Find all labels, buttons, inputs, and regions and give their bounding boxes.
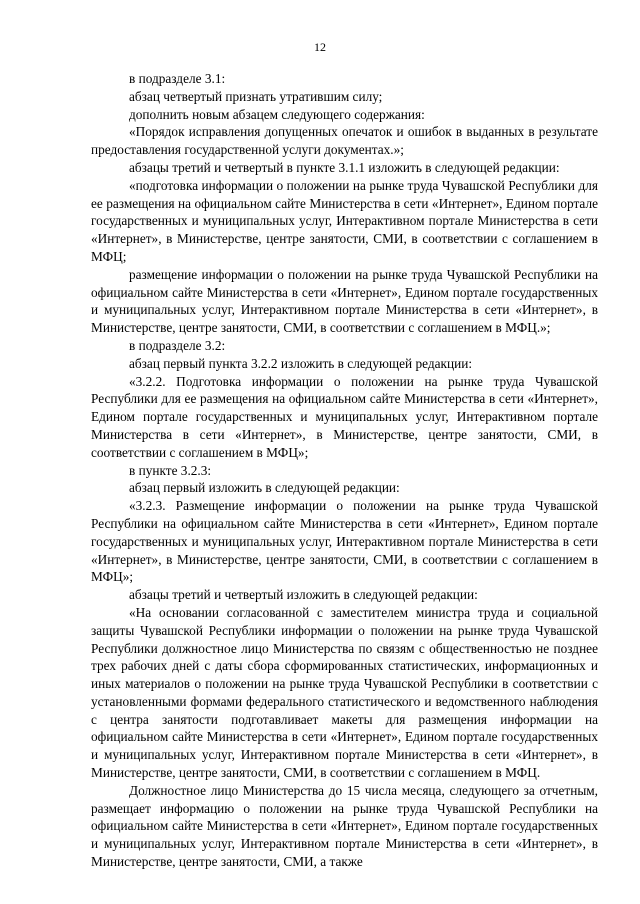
paragraph: «3.2.2. Подготовка информации о положении на рынке труда Чувашской Республики для ее размещения на официальном сайте Министерства в сети «Интернет», Едином портале государственных и муниципальных услуг, Интерактивном портале Министерства в сети «Интернет», в Министерстве, центре занятости, СМИ, в соответствии с соглашением в МФЦ»;	[91, 373, 598, 460]
paragraph: в пункте 3.2.3:	[129, 462, 212, 478]
paragraph: абзац четвертый признать утратившим силу;	[129, 88, 383, 104]
page-number: 12	[314, 40, 326, 54]
paragraph: «Порядок исправления допущенных опечаток и ошибок в выданных в результате предоставления государственной услуги документах.»;	[91, 124, 598, 158]
paragraph: размещение информации о положении на рынке труда Чувашской Республики на официальном сайте Министерства в сети «Интернет», Едином портале государственных и муниципальных услуг, Интерактивном портале Министерства в сети «Интернет», в Министерстве, центре занятости, СМИ, в соответствии с соглашением в МФЦ.»;	[91, 266, 598, 336]
paragraph: в подразделе 3.1:	[129, 71, 226, 86]
paragraph: «На основании согласованной с заместителем министра труда и социальной защиты Чувашской Республики информации о положении на рынке труда Чувашской Республики должностное лицо Министерства по связям с общественностью не позднее трех рабочих дней с даты сбора сформированных статистических, информационных и иных материалов о положении на рынке труда Чувашской Республики в соответствии с установленными формами федерального статистического и ведомственного наблюдения с центра занятости подготавливает макеты для размещения информации на официальном сайте Министерства в сети «Интернет», Едином портале государственных и муниципальных услуг, Интерактивном портале Министерства в сети «Интернет», в Министерстве, центре занятости, СМИ, в соответствии с соглашением в МФЦ.	[91, 604, 598, 781]
paragraph: абзац первый изложить в следующей редакции:	[129, 480, 400, 496]
paragraph: абзацы третий и четвертый изложить в следующей редакции:	[129, 587, 478, 603]
document-body	[91, 70, 598, 871]
paragraph: «подготовка информации о положении на рынке труда Чувашской Республики для ее размещения на официальном сайте Министерства в сети «Интернет», Едином портале государственных и муниципальных услуг, Интерактивном портале Министерства в сети «Интернет», в Министерстве, центре занятости, СМИ, в соответствии с соглашением в МФЦ;	[91, 177, 598, 264]
paragraph: «3.2.3. Размещение информации о положении на рынке труда Чувашской Республики на официальном сайте Министерства в сети «Интернет», Едином портале государственных и муниципальных услуг, Интерактивном портале Министерства в сети «Интернет», в Министерстве, центре занятости, СМИ, в соответствии с соглашением в МФЦ»;	[91, 498, 598, 585]
paragraph: дополнить новым абзацем следующего содержания:	[129, 106, 425, 122]
paragraph: абзац первый пункта 3.2.2 изложить в следующей редакции:	[129, 355, 473, 371]
paragraph: абзацы третий и четвертый в пункте 3.1.1 изложить в следующей редакции:	[129, 159, 560, 175]
paragraph: в подразделе 3.2:	[129, 337, 226, 353]
paragraph: Должностное лицо Министерства до 15 числа месяца, следующего за отчетным, размещает информацию о положении на рынке труда Чувашской Республики на официальном сайте Министерства в сети «Интернет», Едином портале государственных и муниципальных услуг, Интерактивном портале Министерства в сети «Интернет», в Министерстве, центре занятости, СМИ, а также	[91, 782, 598, 870]
